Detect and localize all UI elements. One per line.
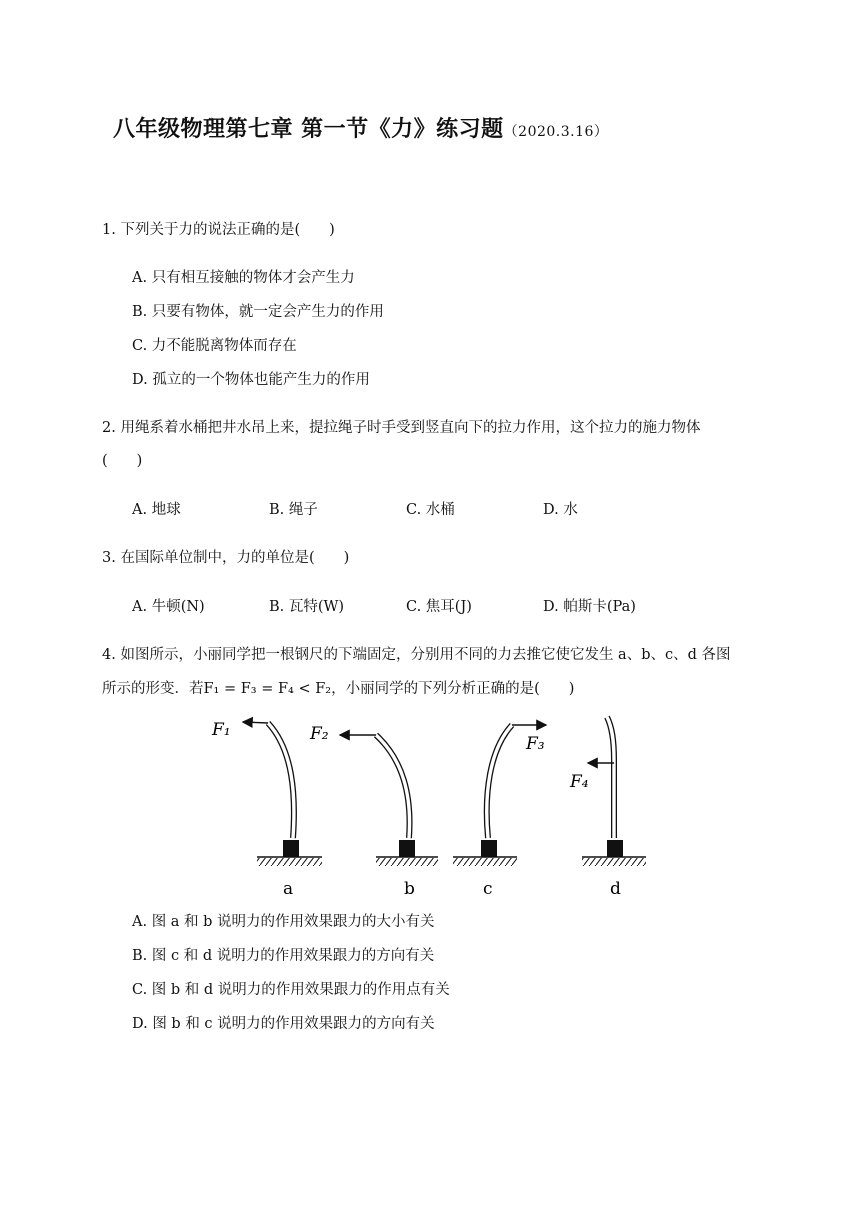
q4-option-c[interactable]: C. 图 b 和 d 说明力的作用效果跟力的作用点有关 bbox=[132, 982, 450, 998]
question-4-stem-line1: 4. 如图所示，小丽同学把一根钢尺的下端固定，分别用不同的力去推它使它发生 a、b、c、d 各图 bbox=[102, 647, 731, 663]
q2-option-a[interactable]: A. 地球 bbox=[132, 502, 181, 518]
panel-label-c: c bbox=[483, 879, 493, 899]
page-title bbox=[113, 112, 608, 143]
panel-label-b: b bbox=[404, 879, 415, 899]
q2-option-c[interactable]: C. 水桶 bbox=[406, 502, 455, 518]
force-label-f4: F₄ bbox=[570, 772, 589, 792]
q4-option-d[interactable]: D. 图 b 和 c 说明力的作用效果跟力的方向有关 bbox=[132, 1016, 435, 1032]
ruler-d bbox=[582, 717, 646, 866]
q2-option-b[interactable]: B. 绳子 bbox=[269, 502, 318, 518]
force-label-f1: F₁ bbox=[212, 720, 231, 740]
force-label-f2: F₂ bbox=[310, 724, 329, 744]
q3-option-b[interactable]: B. 瓦特(W) bbox=[269, 599, 345, 615]
q1-option-b[interactable]: B. 只要有物体，就一定会产生力的作用 bbox=[132, 304, 384, 320]
q1-option-d[interactable]: D. 孤立的一个物体也能产生力的作用 bbox=[132, 372, 370, 388]
q3-option-a[interactable]: A. 牛顿(N) bbox=[132, 599, 205, 615]
question-3-stem: 3. 在国际单位制中，力的单位是( ) bbox=[102, 550, 350, 566]
q3-option-c[interactable]: C. 焦耳(J) bbox=[406, 599, 472, 615]
panel-label-a: a bbox=[283, 879, 294, 899]
question-2-stem-line1: 2. 用绳系着水桶把井水吊上来，提拉绳子时手受到竖直向下的拉力作用，这个拉力的施力物体 bbox=[102, 420, 701, 436]
question-2-stem-line2: ( ) bbox=[102, 453, 143, 469]
force-label-f3: F₃ bbox=[526, 734, 545, 754]
question-1-stem: 1. 下列关于力的说法正确的是( ) bbox=[102, 222, 335, 238]
title-date: （2020.3.16） bbox=[503, 124, 609, 140]
steel-ruler-figure bbox=[200, 705, 670, 905]
q4-option-a[interactable]: A. 图 a 和 b 说明力的作用效果跟力的大小有关 bbox=[132, 914, 435, 930]
ruler-b bbox=[340, 735, 438, 866]
q2-option-d[interactable]: D. 水 bbox=[543, 502, 578, 518]
q4-option-b[interactable]: B. 图 c 和 d 说明力的作用效果跟力的方向有关 bbox=[132, 948, 435, 964]
question-4-stem-line2: 所示的形变．若F₁ = F₃ = F₄ < F₂，小丽同学的下列分析正确的是( ) bbox=[102, 681, 575, 697]
q3-option-d[interactable]: D. 帕斯卡(Pa) bbox=[543, 599, 636, 615]
q1-option-a[interactable]: A. 只有相互接触的物体才会产生力 bbox=[132, 270, 355, 286]
q1-option-c[interactable]: C. 力不能脱离物体而存在 bbox=[132, 338, 297, 354]
title-main: 八年级物理第七章 第一节《力》练习题 bbox=[113, 117, 504, 142]
q2-options-row bbox=[132, 498, 680, 519]
panel-label-d: d bbox=[610, 879, 621, 899]
q3-options-row bbox=[132, 595, 680, 616]
